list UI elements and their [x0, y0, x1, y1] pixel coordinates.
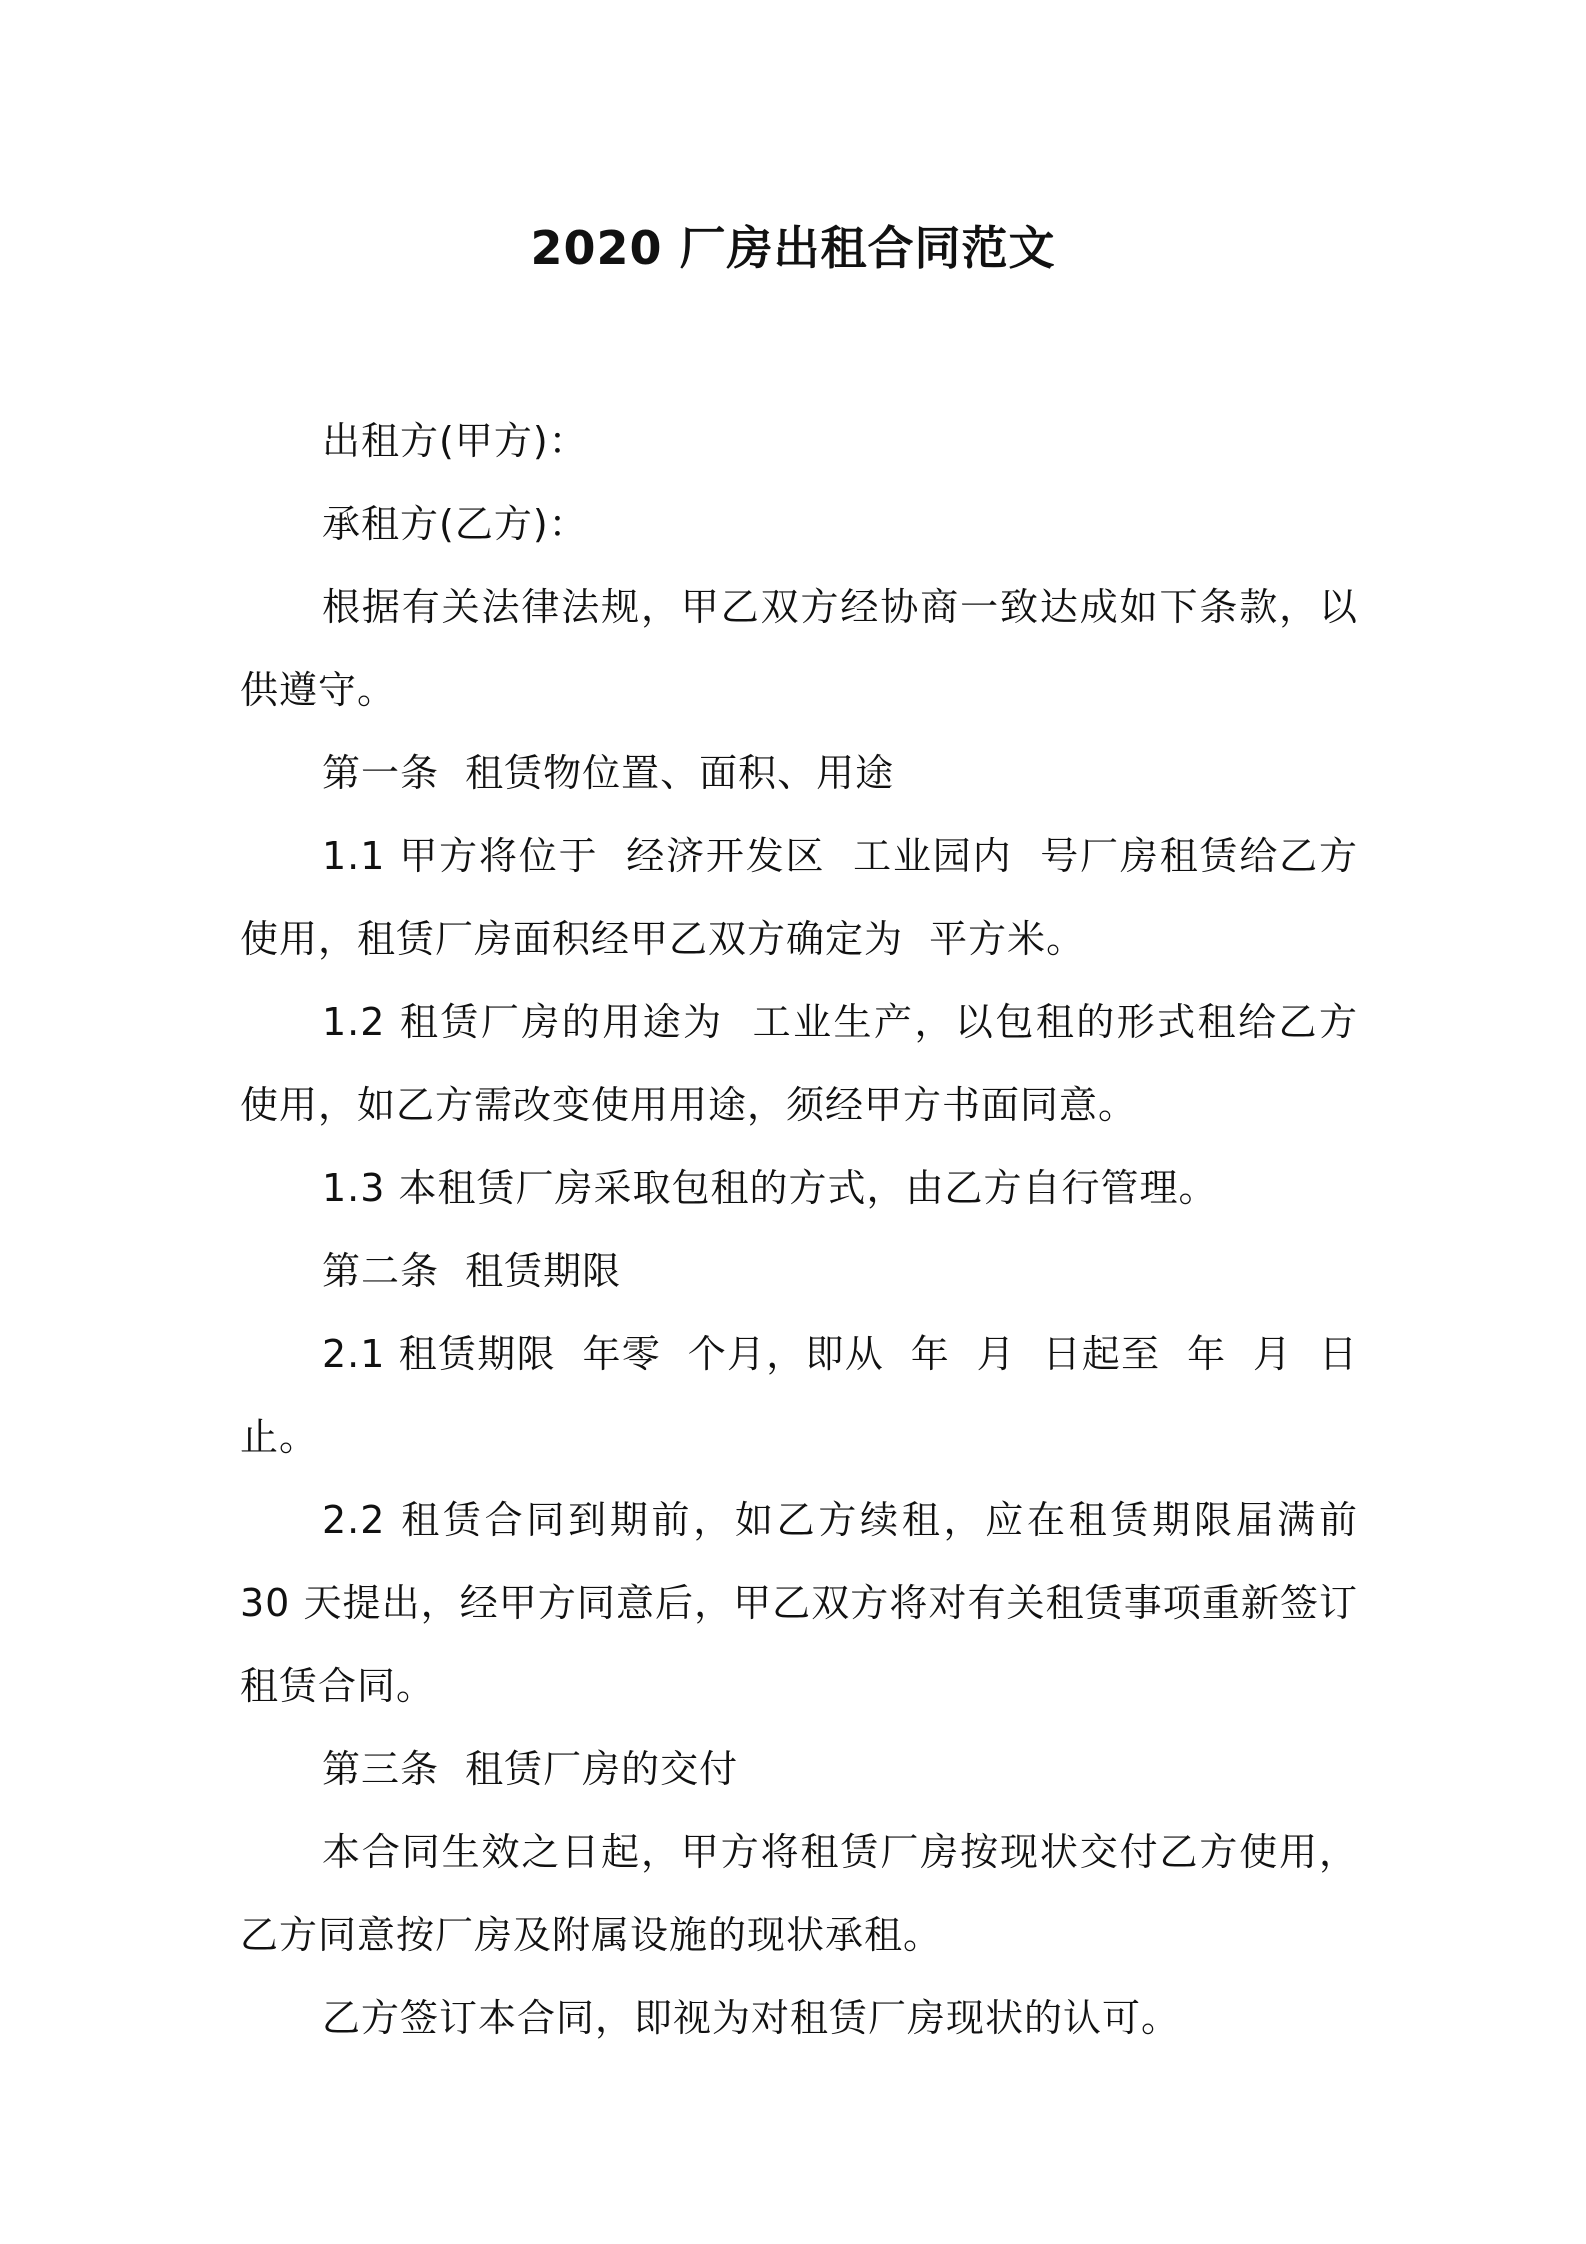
clause-1-1: 1.1 甲方将位于 经济开发区 工业园内 号厂房租赁给乙方使用，租赁厂房面积经甲乙双方确定为 平方米。 [240, 834, 1358, 961]
article-3-heading: 第三条 租赁厂房的交付 [322, 1747, 739, 1791]
article-3-paragraph-1: 本合同生效之日起，甲方将租赁厂房按现状交付乙方使用，乙方同意按厂房及附属设施的现状承租。 [240, 1830, 1358, 1957]
clause-1-3: 1.3 本租赁厂房采取包租的方式，由乙方自行管理。 [322, 1166, 1218, 1210]
lessor-line: 出租方(甲方)： [322, 419, 588, 463]
preamble-paragraph: 根据有关法律法规，甲乙双方经协商一致达成如下条款，以供遵守。 [240, 585, 1358, 712]
lessee-line: 承租方(乙方)： [322, 502, 588, 546]
document-body [240, 400, 1372, 2060]
clause-1-2: 1.2 租赁厂房的用途为 工业生产，以包租的形式租给乙方使用，如乙方需改变使用用途，须经甲方书面同意。 [240, 1000, 1358, 1127]
clause-2-2: 2.2 租赁合同到期前，如乙方续租，应在租赁期限届满前 30 天提出，经甲方同意后，甲乙双方将对有关租赁事项重新签订租赁合同。 [240, 1498, 1372, 1708]
article-1-heading: 第一条 租赁物位置、面积、用途 [322, 751, 895, 795]
clause-2-1: 2.1 租赁期限 年零 个月，即从 年 月 日起至 年 月 日止。 [240, 1332, 1358, 1459]
article-3-paragraph-2: 乙方签订本合同，即视为对租赁厂房现状的认可。 [322, 1996, 1181, 2040]
article-2-heading: 第二条 租赁期限 [322, 1249, 622, 1293]
document-title: 2020 厂房出租合同范文 [530, 221, 1056, 275]
